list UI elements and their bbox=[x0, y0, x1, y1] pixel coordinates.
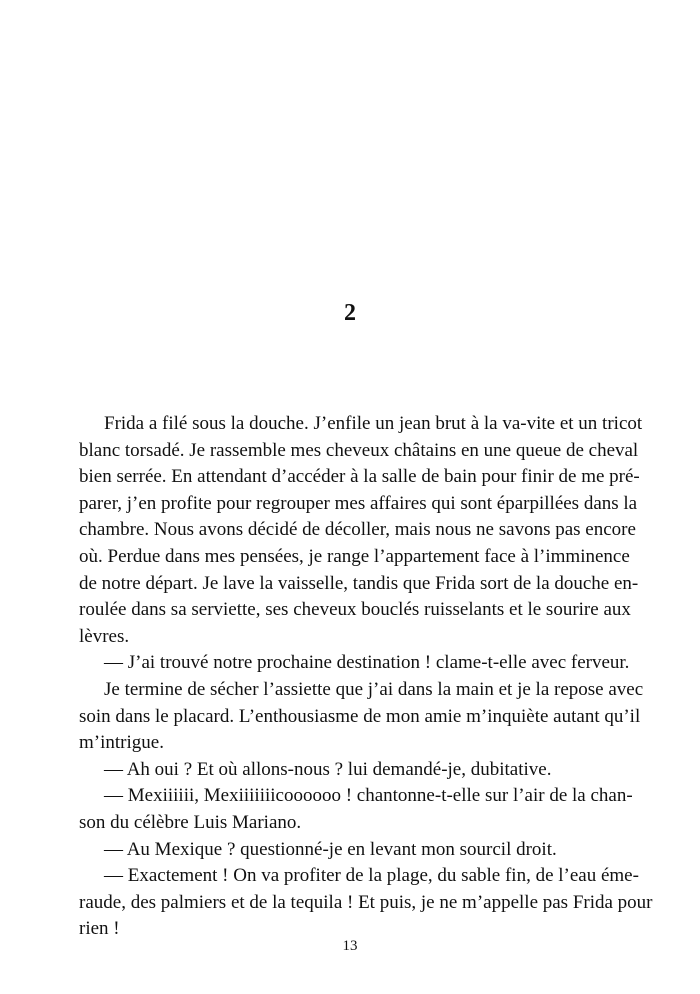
text-line: — Ah oui ? Et où allons-nous ? lui demandé-je, dubitative. bbox=[104, 758, 552, 780]
text-line: chambre. Nous avons décidé de décoller, mais nous ne savons pas encore bbox=[79, 519, 636, 541]
text-line: Frida a filé sous la douche. J’enfile un jean brut à la va-vite et un tricot bbox=[104, 413, 643, 434]
text-line: — J’ai trouvé notre prochaine destination ! clame-t-elle avec ferveur. bbox=[104, 652, 630, 674]
text-line: — Au Mexique ? questionné-je en levant mon sourcil droit. bbox=[104, 838, 557, 860]
text-line: parer, j’en profite pour regrouper mes affaires qui sont éparpillées dans la bbox=[79, 492, 638, 514]
text-line: où. Perdue dans mes pensées, je range l’appartement face à l’imminence bbox=[79, 545, 630, 567]
text-line: son du célèbre Luis Mariano. bbox=[79, 811, 302, 833]
text-line: lèvres. bbox=[79, 625, 130, 647]
text-line: soin dans le placard. L’enthousiasme de mon amie m’inquiète autant qu’il bbox=[79, 705, 641, 727]
text-line: — Exactement ! On va profiter de la plage, du sable fin, de l’eau éme- bbox=[104, 865, 639, 887]
text-line: Je termine de sécher l’assiette que j’ai dans la main et je la repose avec bbox=[104, 678, 644, 700]
text-line: — Mexiiiiii, Mexiiiiiiicoooooo ! chantonne-t-elle sur l’air de la chan- bbox=[104, 785, 633, 807]
body-text bbox=[79, 411, 653, 943]
chapter-number: 2 bbox=[344, 300, 356, 326]
text-line: bien serrée. En attendant d’accéder à la salle de bain pour finir de me pré- bbox=[79, 466, 640, 488]
text-line: m’intrigue. bbox=[79, 732, 164, 754]
text-line: raude, des palmiers et de la tequila ! Et puis, je ne m’appelle pas Frida pour bbox=[79, 891, 653, 913]
text-line: de notre départ. Je lave la vaisselle, tandis que Frida sort de la douche en- bbox=[79, 572, 639, 594]
text-line: blanc torsadé. Je rassemble mes cheveux châtains en une queue de cheval bbox=[79, 439, 639, 461]
page-number: 13 bbox=[342, 938, 358, 954]
text-line: rien ! bbox=[79, 918, 120, 940]
text-line: roulée dans sa serviette, ses cheveux bouclés ruisselants et le sourire aux bbox=[79, 599, 631, 621]
